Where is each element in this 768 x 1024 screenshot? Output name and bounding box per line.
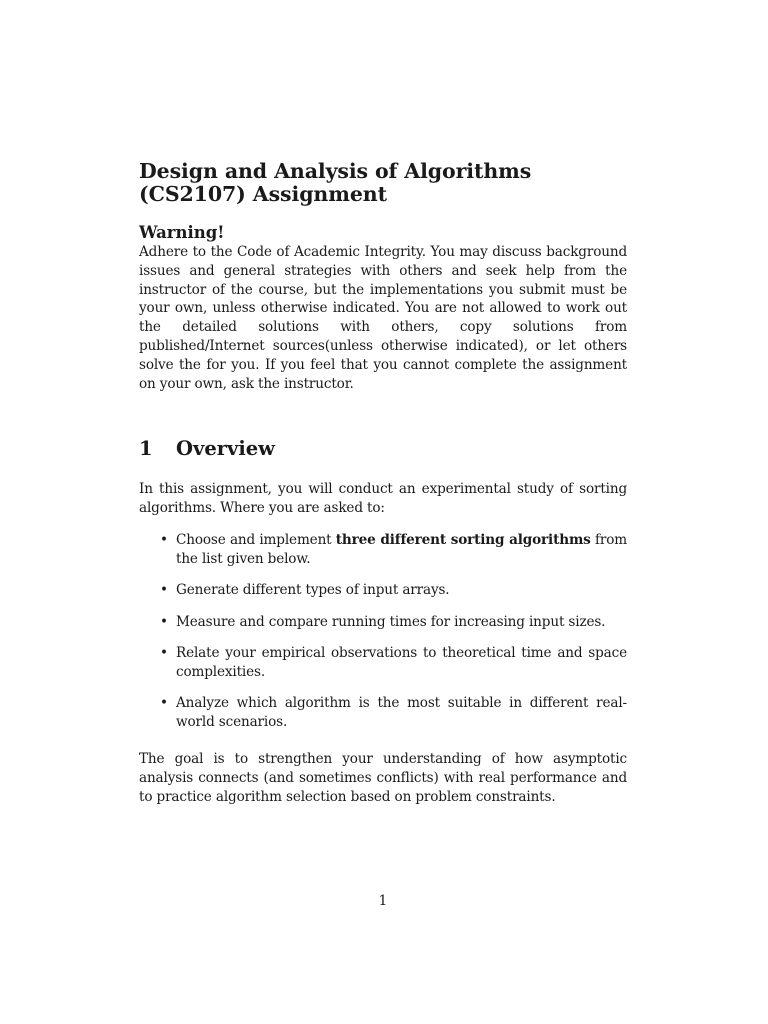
overview-intro-paragraph: In this assignment, you will conduct an experimental study of sorting algorithms. Where you are asked to: [139, 481, 627, 516]
list-item [139, 694, 627, 732]
bullet-icon: • [160, 582, 168, 599]
bullet-icon: • [160, 644, 168, 661]
list-item-bold-text: three different sorting algorithms [335, 532, 591, 548]
list-item-text: Analyze which algorithm is the most suitable in different real-world scenarios. [176, 695, 627, 730]
list-item-text-before: Choose and implement [176, 532, 336, 548]
bullet-icon: • [160, 532, 168, 548]
warning-paragraph: Adhere to the Code of Academic Integrity. You may discuss background issues and general strategies with others and seek help from the instructor of the course, but the implementations you submit must be your own, unless otherwise indicated. You are not allowed to work out the detailed solutions with others, copy solutions from published/Internet sources(unless otherwise indicated), or let others solve the for you. If you feel that you cannot complete the assignment on your own, ask the instructor. [139, 244, 627, 392]
section-heading-overview [139, 437, 275, 460]
goal-paragraph: The goal is to strengthen your understanding of how asymptotic analysis connects (and sometimes conflicts) with real performance and to practice algorithm selection based on problem constraints. [139, 751, 627, 805]
list-item-text: Measure and compare running times for increasing input sizes. [176, 613, 606, 630]
list-item-text: Relate your empirical observations to theoretical time and space complexities. [176, 644, 627, 680]
list-item [139, 613, 627, 632]
list-item-text-after: from the list given below. [176, 532, 627, 567]
list-item-text: Generate different types of input arrays. [176, 582, 450, 599]
task-list [139, 531, 627, 744]
bullet-icon: • [160, 695, 168, 712]
list-item [139, 644, 627, 682]
list-item [139, 581, 627, 600]
warning-heading: Warning! [139, 223, 225, 242]
section-number: 1 [139, 437, 153, 460]
document-title: Design and Analysis of Algorithms (CS2107) Assignment [139, 159, 532, 206]
section-title: Overview [176, 437, 275, 460]
page-number: 1 [378, 893, 388, 909]
bullet-icon: • [160, 613, 168, 630]
document-page [139, 0, 627, 1024]
list-item [139, 531, 627, 569]
